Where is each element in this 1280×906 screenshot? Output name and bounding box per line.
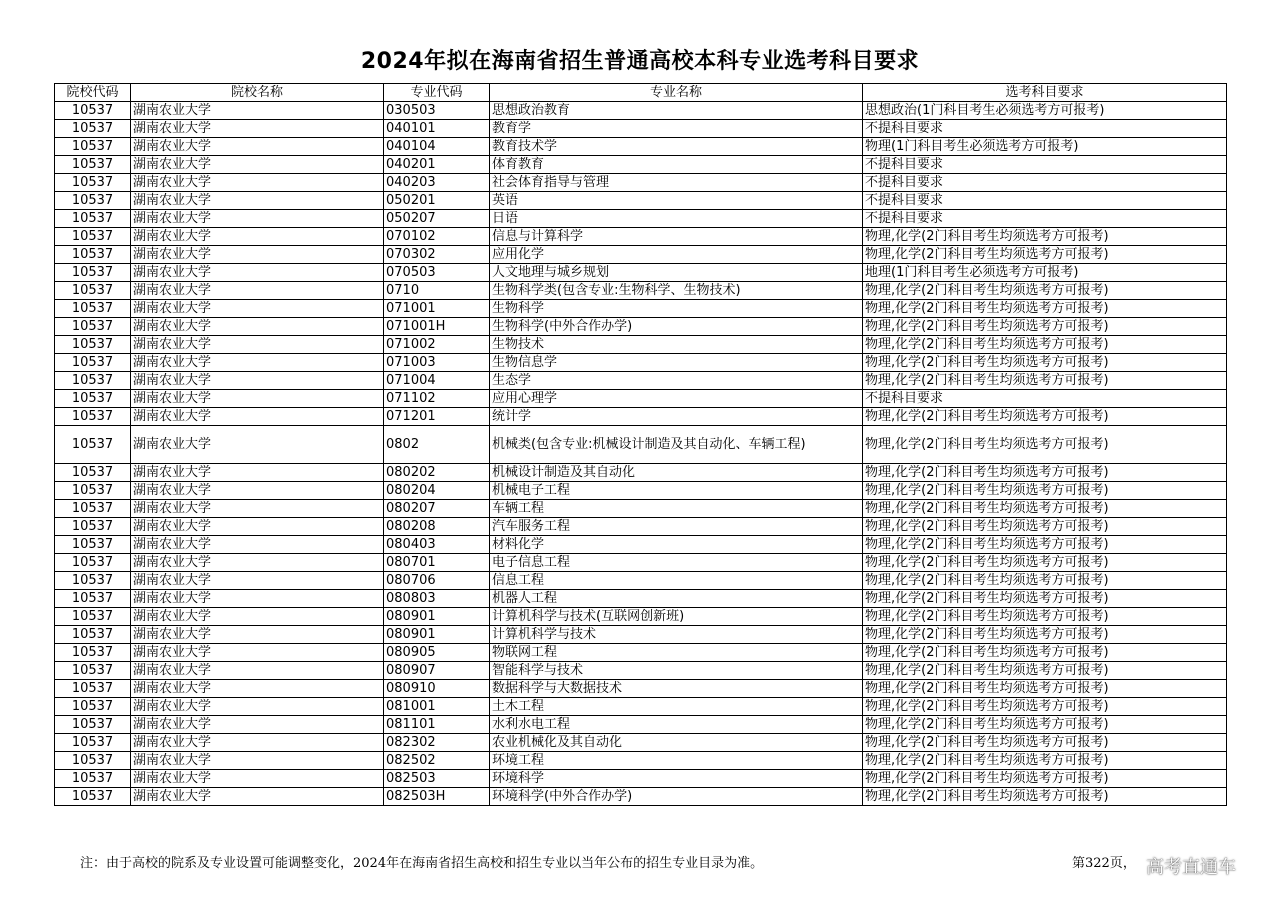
school-code-cell: 10537 (55, 608, 131, 626)
school-name-cell: 湖南农业大学 (131, 354, 384, 372)
table-row (55, 264, 1227, 282)
table-row (55, 228, 1227, 246)
major-code-cell: 082503 (384, 770, 490, 788)
school-name-cell: 湖南农业大学 (131, 372, 384, 390)
school-name-cell: 湖南农业大学 (131, 788, 384, 806)
school-name-cell: 湖南农业大学 (131, 770, 384, 788)
school-code-cell: 10537 (55, 390, 131, 408)
table-row (55, 734, 1227, 752)
major-name-cell: 信息与计算科学 (490, 228, 863, 246)
table-row (55, 210, 1227, 228)
subject-requirement-cell: 不提科目要求 (863, 390, 1227, 408)
major-name-cell: 人文地理与城乡规划 (490, 264, 863, 282)
table-row (55, 500, 1227, 518)
major-code-cell: 050207 (384, 210, 490, 228)
subject-requirement-cell: 物理,化学(2门科目考生均须选考方可报考) (863, 464, 1227, 482)
major-code-cell: 082503H (384, 788, 490, 806)
school-name-cell: 湖南农业大学 (131, 264, 384, 282)
school-name-cell: 湖南农业大学 (131, 228, 384, 246)
subject-requirement-cell: 物理,化学(2门科目考生均须选考方可报考) (863, 644, 1227, 662)
school-code-cell: 10537 (55, 282, 131, 300)
major-code-cell: 040101 (384, 120, 490, 138)
school-code-cell: 10537 (55, 102, 131, 120)
school-name-cell: 湖南农业大学 (131, 210, 384, 228)
table-row (55, 482, 1227, 500)
table-row (55, 282, 1227, 300)
school-code-cell: 10537 (55, 482, 131, 500)
subject-requirement-cell: 不提科目要求 (863, 210, 1227, 228)
major-code-cell: 070102 (384, 228, 490, 246)
school-name-cell: 湖南农业大学 (131, 500, 384, 518)
subject-requirement-cell: 物理,化学(2门科目考生均须选考方可报考) (863, 716, 1227, 734)
subject-requirement-cell: 思想政治(1门科目考生必须选考方可报考) (863, 102, 1227, 120)
major-name-cell: 数据科学与大数据技术 (490, 680, 863, 698)
subject-requirement-cell: 物理,化学(2门科目考生均须选考方可报考) (863, 734, 1227, 752)
watermark-logo: 高考直通车 (1146, 857, 1236, 878)
major-name-cell: 体育教育 (490, 156, 863, 174)
school-name-cell: 湖南农业大学 (131, 536, 384, 554)
school-code-cell: 10537 (55, 408, 131, 426)
subject-requirement-cell: 物理,化学(2门科目考生均须选考方可报考) (863, 590, 1227, 608)
subject-requirement-cell: 物理,化学(2门科目考生均须选考方可报考) (863, 518, 1227, 536)
table-row (55, 336, 1227, 354)
major-name-cell: 生物科学(中外合作办学) (490, 318, 863, 336)
school-name-cell: 湖南农业大学 (131, 282, 384, 300)
major-name-cell: 智能科学与技术 (490, 662, 863, 680)
subject-requirement-cell: 不提科目要求 (863, 174, 1227, 192)
table-row (55, 536, 1227, 554)
subject-requirement-cell: 物理,化学(2门科目考生均须选考方可报考) (863, 626, 1227, 644)
school-name-cell: 湖南农业大学 (131, 518, 384, 536)
school-code-cell: 10537 (55, 662, 131, 680)
col-header-school-code: 院校代码 (55, 84, 131, 102)
subject-requirement-cell: 物理,化学(2门科目考生均须选考方可报考) (863, 680, 1227, 698)
major-name-cell: 英语 (490, 192, 863, 210)
major-code-cell: 080910 (384, 680, 490, 698)
major-code-cell: 050201 (384, 192, 490, 210)
school-name-cell: 湖南农业大学 (131, 734, 384, 752)
major-code-cell: 081001 (384, 698, 490, 716)
major-code-cell: 071001H (384, 318, 490, 336)
table-row (55, 354, 1227, 372)
major-name-cell: 环境科学(中外合作办学) (490, 788, 863, 806)
major-name-cell: 计算机科学与技术 (490, 626, 863, 644)
school-code-cell: 10537 (55, 788, 131, 806)
page-number: 第322页， (1072, 856, 1136, 871)
subject-requirement-cell: 物理,化学(2门科目考生均须选考方可报考) (863, 554, 1227, 572)
major-code-cell: 0802 (384, 426, 490, 464)
school-name-cell: 湖南农业大学 (131, 174, 384, 192)
major-code-cell: 070503 (384, 264, 490, 282)
table-row (55, 716, 1227, 734)
col-header-subject-requirement: 选考科目要求 (863, 84, 1227, 102)
school-code-cell: 10537 (55, 500, 131, 518)
table-row (55, 770, 1227, 788)
school-code-cell: 10537 (55, 192, 131, 210)
major-name-cell: 应用心理学 (490, 390, 863, 408)
major-name-cell: 环境科学 (490, 770, 863, 788)
school-name-cell: 湖南农业大学 (131, 426, 384, 464)
subject-requirement-cell: 物理,化学(2门科目考生均须选考方可报考) (863, 354, 1227, 372)
major-name-cell: 生物科学类(包含专业:生物科学、生物技术) (490, 282, 863, 300)
table-body (55, 102, 1227, 806)
subject-requirement-cell: 不提科目要求 (863, 192, 1227, 210)
major-code-cell: 081101 (384, 716, 490, 734)
major-code-cell: 080905 (384, 644, 490, 662)
table-row (55, 120, 1227, 138)
major-name-cell: 水利水电工程 (490, 716, 863, 734)
table-row (55, 156, 1227, 174)
major-code-cell: 080901 (384, 626, 490, 644)
school-name-cell: 湖南农业大学 (131, 300, 384, 318)
major-code-cell: 080803 (384, 590, 490, 608)
table-row (55, 390, 1227, 408)
subject-requirement-cell: 物理(1门科目考生必须选考方可报考) (863, 138, 1227, 156)
col-header-school-name: 院校名称 (131, 84, 384, 102)
table-row (55, 644, 1227, 662)
requirements-table (54, 83, 1227, 806)
school-code-cell: 10537 (55, 426, 131, 464)
table-row (55, 518, 1227, 536)
major-code-cell: 030503 (384, 102, 490, 120)
major-code-cell: 071201 (384, 408, 490, 426)
subject-requirement-cell: 物理,化学(2门科目考生均须选考方可报考) (863, 662, 1227, 680)
subject-requirement-cell: 物理,化学(2门科目考生均须选考方可报考) (863, 408, 1227, 426)
table-row (55, 788, 1227, 806)
school-name-cell: 湖南农业大学 (131, 752, 384, 770)
school-code-cell: 10537 (55, 752, 131, 770)
table-row (55, 138, 1227, 156)
table-row (55, 372, 1227, 390)
major-name-cell: 社会体育指导与管理 (490, 174, 863, 192)
school-name-cell: 湖南农业大学 (131, 626, 384, 644)
major-name-cell: 日语 (490, 210, 863, 228)
major-name-cell: 生物科学 (490, 300, 863, 318)
major-code-cell: 040104 (384, 138, 490, 156)
table-row (55, 318, 1227, 336)
school-name-cell: 湖南农业大学 (131, 590, 384, 608)
table-row (55, 174, 1227, 192)
subject-requirement-cell: 物理,化学(2门科目考生均须选考方可报考) (863, 426, 1227, 464)
major-code-cell: 070302 (384, 246, 490, 264)
table-row (55, 102, 1227, 120)
table-row (55, 626, 1227, 644)
major-name-cell: 计算机科学与技术(互联网创新班) (490, 608, 863, 626)
school-code-cell: 10537 (55, 626, 131, 644)
subject-requirement-cell: 地理(1门科目考生必须选考方可报考) (863, 264, 1227, 282)
school-name-cell: 湖南农业大学 (131, 662, 384, 680)
school-name-cell: 湖南农业大学 (131, 102, 384, 120)
subject-requirement-cell: 物理,化学(2门科目考生均须选考方可报考) (863, 300, 1227, 318)
col-header-major-name: 专业名称 (490, 84, 863, 102)
school-name-cell: 湖南农业大学 (131, 408, 384, 426)
major-code-cell: 082502 (384, 752, 490, 770)
subject-requirement-cell: 物理,化学(2门科目考生均须选考方可报考) (863, 318, 1227, 336)
table-row (55, 426, 1227, 464)
school-code-cell: 10537 (55, 554, 131, 572)
major-code-cell: 080204 (384, 482, 490, 500)
major-name-cell: 机械电子工程 (490, 482, 863, 500)
major-code-cell: 071002 (384, 336, 490, 354)
subject-requirement-cell: 物理,化学(2门科目考生均须选考方可报考) (863, 572, 1227, 590)
major-name-cell: 机器人工程 (490, 590, 863, 608)
major-code-cell: 080701 (384, 554, 490, 572)
major-name-cell: 教育学 (490, 120, 863, 138)
major-code-cell: 071102 (384, 390, 490, 408)
school-code-cell: 10537 (55, 372, 131, 390)
table-row (55, 698, 1227, 716)
school-code-cell: 10537 (55, 138, 131, 156)
subject-requirement-cell: 物理,化学(2门科目考生均须选考方可报考) (863, 752, 1227, 770)
school-code-cell: 10537 (55, 156, 131, 174)
major-name-cell: 思想政治教育 (490, 102, 863, 120)
subject-requirement-cell: 物理,化学(2门科目考生均须选考方可报考) (863, 246, 1227, 264)
subject-requirement-cell: 物理,化学(2门科目考生均须选考方可报考) (863, 500, 1227, 518)
major-name-cell: 农业机械化及其自动化 (490, 734, 863, 752)
subject-requirement-cell: 物理,化学(2门科目考生均须选考方可报考) (863, 228, 1227, 246)
major-code-cell: 082302 (384, 734, 490, 752)
subject-requirement-cell: 物理,化学(2门科目考生均须选考方可报考) (863, 536, 1227, 554)
table-row (55, 464, 1227, 482)
major-name-cell: 统计学 (490, 408, 863, 426)
subject-requirement-cell: 不提科目要求 (863, 156, 1227, 174)
major-name-cell: 车辆工程 (490, 500, 863, 518)
school-code-cell: 10537 (55, 734, 131, 752)
school-name-cell: 湖南农业大学 (131, 608, 384, 626)
major-code-cell: 071004 (384, 372, 490, 390)
school-code-cell: 10537 (55, 518, 131, 536)
school-code-cell: 10537 (55, 770, 131, 788)
major-code-cell: 071003 (384, 354, 490, 372)
school-name-cell: 湖南农业大学 (131, 192, 384, 210)
major-name-cell: 电子信息工程 (490, 554, 863, 572)
major-name-cell: 材料化学 (490, 536, 863, 554)
footnote: 注：由于高校的院系及专业设置可能调整变化，2024年在海南省招生高校和招生专业以当年公布的招生专业目录为准。 (80, 856, 764, 871)
subject-requirement-cell: 物理,化学(2门科目考生均须选考方可报考) (863, 608, 1227, 626)
major-name-cell: 生态学 (490, 372, 863, 390)
school-code-cell: 10537 (55, 264, 131, 282)
school-name-cell: 湖南农业大学 (131, 318, 384, 336)
school-name-cell: 湖南农业大学 (131, 572, 384, 590)
table-row (55, 608, 1227, 626)
page-title: 2024年拟在海南省招生普通高校本科专业选考科目要求 (360, 49, 920, 74)
school-name-cell: 湖南农业大学 (131, 680, 384, 698)
major-name-cell: 机械类(包含专业:机械设计制造及其自动化、车辆工程) (490, 426, 863, 464)
school-name-cell: 湖南农业大学 (131, 554, 384, 572)
major-name-cell: 机械设计制造及其自动化 (490, 464, 863, 482)
subject-requirement-cell: 物理,化学(2门科目考生均须选考方可报考) (863, 482, 1227, 500)
major-code-cell: 080403 (384, 536, 490, 554)
school-name-cell: 湖南农业大学 (131, 336, 384, 354)
major-name-cell: 应用化学 (490, 246, 863, 264)
major-code-cell: 071001 (384, 300, 490, 318)
table-row (55, 680, 1227, 698)
major-code-cell: 040203 (384, 174, 490, 192)
subject-requirement-cell: 物理,化学(2门科目考生均须选考方可报考) (863, 336, 1227, 354)
subject-requirement-cell: 不提科目要求 (863, 120, 1227, 138)
table-row (55, 572, 1227, 590)
school-code-cell: 10537 (55, 644, 131, 662)
school-code-cell: 10537 (55, 336, 131, 354)
major-name-cell: 环境工程 (490, 752, 863, 770)
major-name-cell: 生物信息学 (490, 354, 863, 372)
subject-requirement-cell: 物理,化学(2门科目考生均须选考方可报考) (863, 282, 1227, 300)
school-code-cell: 10537 (55, 536, 131, 554)
table-row (55, 192, 1227, 210)
table-row (55, 590, 1227, 608)
school-name-cell: 湖南农业大学 (131, 156, 384, 174)
subject-requirement-cell: 物理,化学(2门科目考生均须选考方可报考) (863, 698, 1227, 716)
table-row (55, 752, 1227, 770)
school-code-cell: 10537 (55, 300, 131, 318)
school-code-cell: 10537 (55, 246, 131, 264)
major-code-cell: 080907 (384, 662, 490, 680)
major-code-cell: 080901 (384, 608, 490, 626)
school-name-cell: 湖南农业大学 (131, 390, 384, 408)
major-code-cell: 080706 (384, 572, 490, 590)
school-code-cell: 10537 (55, 572, 131, 590)
subject-requirement-cell: 物理,化学(2门科目考生均须选考方可报考) (863, 770, 1227, 788)
col-header-major-code: 专业代码 (384, 84, 490, 102)
school-name-cell: 湖南农业大学 (131, 120, 384, 138)
table-header-row (55, 84, 1227, 102)
table-row (55, 554, 1227, 572)
major-code-cell: 040201 (384, 156, 490, 174)
school-code-cell: 10537 (55, 210, 131, 228)
school-name-cell: 湖南农业大学 (131, 138, 384, 156)
school-code-cell: 10537 (55, 120, 131, 138)
school-code-cell: 10537 (55, 318, 131, 336)
school-code-cell: 10537 (55, 680, 131, 698)
subject-requirement-cell: 物理,化学(2门科目考生均须选考方可报考) (863, 788, 1227, 806)
school-name-cell: 湖南农业大学 (131, 464, 384, 482)
major-code-cell: 0710 (384, 282, 490, 300)
major-name-cell: 生物技术 (490, 336, 863, 354)
table-row (55, 246, 1227, 264)
subject-requirement-cell: 物理,化学(2门科目考生均须选考方可报考) (863, 372, 1227, 390)
school-code-cell: 10537 (55, 354, 131, 372)
table-row (55, 408, 1227, 426)
school-code-cell: 10537 (55, 698, 131, 716)
school-code-cell: 10537 (55, 590, 131, 608)
table-row (55, 300, 1227, 318)
school-code-cell: 10537 (55, 716, 131, 734)
school-name-cell: 湖南农业大学 (131, 246, 384, 264)
school-code-cell: 10537 (55, 464, 131, 482)
table-row (55, 662, 1227, 680)
major-name-cell: 教育技术学 (490, 138, 863, 156)
major-name-cell: 信息工程 (490, 572, 863, 590)
major-name-cell: 汽车服务工程 (490, 518, 863, 536)
school-code-cell: 10537 (55, 174, 131, 192)
major-code-cell: 080208 (384, 518, 490, 536)
major-code-cell: 080202 (384, 464, 490, 482)
major-name-cell: 物联网工程 (490, 644, 863, 662)
major-name-cell: 土木工程 (490, 698, 863, 716)
major-code-cell: 080207 (384, 500, 490, 518)
school-name-cell: 湖南农业大学 (131, 698, 384, 716)
school-name-cell: 湖南农业大学 (131, 644, 384, 662)
school-code-cell: 10537 (55, 228, 131, 246)
school-name-cell: 湖南农业大学 (131, 482, 384, 500)
school-name-cell: 湖南农业大学 (131, 716, 384, 734)
